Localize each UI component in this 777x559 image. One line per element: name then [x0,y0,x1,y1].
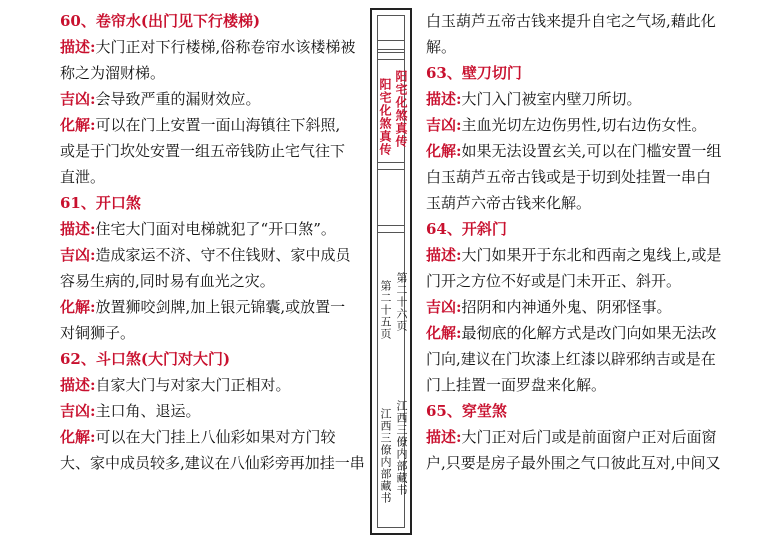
spine-title-right: 阳宅化煞真传 [394,70,408,148]
labeled-line [60,242,366,268]
field-label: 化解: [426,142,462,160]
body-line: 门开之方位不好或是门未开正、斜开。 [426,272,682,290]
left-page [60,8,366,476]
field-label: 吉凶: [60,402,96,420]
field-text: 大门正对后门或是前面窗户正对后面窗 [461,428,717,446]
field-label: 吉凶: [60,246,96,264]
body-line: 门上挂置一面罗盘来化解。 [426,376,607,394]
book-spine [370,8,412,535]
field-text: 大门正对下行楼梯,俗称卷帘水该楼梯被 [95,38,356,56]
labeled-line [60,34,366,60]
labeled-line [426,138,732,164]
field-text: 可以在门上安置一面山海镇往下斜照, [95,116,341,134]
field-text: 主口角、退运。 [95,402,201,420]
field-text: 如果无法设置玄关,可以在门槛安置一组 [461,142,722,160]
spine-strip [378,52,404,60]
field-text: 大门如果开于东北和西南之鬼线上,或是 [461,246,722,264]
labeled-line [60,216,366,242]
spine-page-left: 第二十五页 [379,280,392,340]
field-label: 化解: [60,116,96,134]
field-text: 可以在大门挂上八仙彩如果对方门较 [95,428,336,446]
field-label: 描述: [60,376,96,394]
field-label: 描述: [60,38,96,56]
field-text: 自家大门与对家大门正相对。 [95,376,291,394]
labeled-line [60,86,366,112]
spine-title-left: 阳宅化煞真传 [378,78,392,156]
labeled-line [426,320,732,346]
field-label: 化解: [60,428,96,446]
body-line: 户,只要是房子最外围之气口彼此互对,中间又 [426,454,721,472]
field-label: 描述: [426,90,462,108]
body-line: 解。 [426,38,457,56]
spine-publisher-left: 江西三僚内部藏书 [379,408,392,504]
field-label: 吉凶: [60,90,96,108]
field-text: 大门入门被室内壁刀所切。 [461,90,642,108]
section-heading: 60、卷帘水(出门见下行楼梯) [60,12,261,30]
body-line: 或是于门坎处安置一组五帝钱防止宅气往下 [60,142,346,160]
section-heading: 65、穿堂煞 [426,402,507,420]
field-label: 化解: [426,324,462,342]
labeled-line [60,294,366,320]
field-label: 吉凶: [426,298,462,316]
labeled-line [426,112,732,138]
field-text: 会导致严重的漏财效应。 [95,90,261,108]
field-text: 住宅大门面对电梯就犯了“开口煞”。 [95,220,336,238]
field-text: 主血光切左边伤男性,切右边伤女性。 [461,116,707,134]
labeled-line [60,424,366,450]
right-page [426,8,732,476]
body-line: 白玉葫芦五帝古钱或是于切到处挂置一串白 [426,168,712,186]
body-line: 玉葫芦六帝古钱来化解。 [426,194,592,212]
field-label: 描述: [426,246,462,264]
labeled-line [60,398,366,424]
spine-page-right: 第二十六页 [395,272,408,332]
section-heading: 63、壁刀切门 [426,64,522,82]
field-text: 放置狮咬剑牌,加上银元锦囊,或放置一 [95,298,346,316]
field-text: 最彻底的化解方式是改门向如果无法改 [461,324,717,342]
body-line: 白玉葫芦五帝古钱来提升自宅之气场,藉此化 [426,12,716,30]
body-line: 容易生病的,同时易有血光之灾。 [60,272,275,290]
labeled-line [60,372,366,398]
spine-strip [378,225,404,233]
field-label: 描述: [426,428,462,446]
section-heading: 64、开斜门 [426,220,507,238]
body-line: 门向,建议在门坎漆上红漆以辟邪纳吉或是在 [426,350,716,368]
labeled-line [426,242,732,268]
spine-publisher-right: 江西三僚内部藏书 [395,400,408,496]
body-line: 对铜狮子。 [60,324,136,342]
spine-strip [378,40,404,50]
field-label: 描述: [60,220,96,238]
section-heading: 61、开口煞 [60,194,141,212]
labeled-line [426,86,732,112]
field-label: 吉凶: [426,116,462,134]
body-line: 称之为溜财梯。 [60,64,166,82]
spine-strip [378,162,404,170]
field-label: 化解: [60,298,96,316]
labeled-line [426,424,732,450]
body-line: 直泄。 [60,168,106,186]
section-heading: 62、斗口煞(大门对大门) [60,350,231,368]
field-text: 招阴和内神通外鬼、阴邪怪事。 [461,298,672,316]
field-text: 造成家运不济、守不住钱财、家中成员 [95,246,351,264]
labeled-line [60,112,366,138]
body-line: 大、家中成员较多,建议在八仙彩旁再加挂一串 [60,454,365,472]
labeled-line [426,294,732,320]
